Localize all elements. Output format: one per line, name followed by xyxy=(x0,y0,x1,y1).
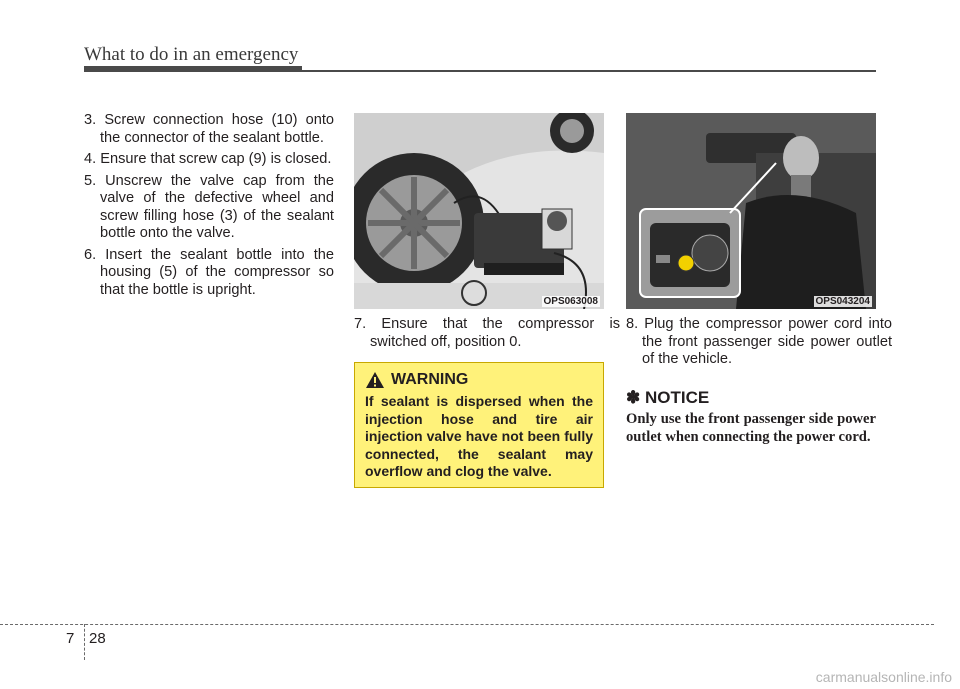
step-5-num: 5. xyxy=(84,172,97,189)
page-number: 28 xyxy=(89,630,106,647)
notice-body: Only use the front passenger side power outlet when connecting the power cord. xyxy=(626,411,876,445)
compressor-tire-illustration xyxy=(354,113,604,309)
step-7 xyxy=(354,316,620,351)
figure-compressor-tire xyxy=(354,113,604,309)
warning-triangle-icon xyxy=(365,371,385,389)
step-6-text: Insert the sealant bottle into the housing (5) of the compressor so that the bottle is upright. xyxy=(100,246,334,298)
step-6-num: 6. xyxy=(84,246,97,263)
step-3-num: 3. xyxy=(84,112,97,128)
warning-body: If sealant is dispersed when the injection hose and tire air injection valve have not been fully connected, the sealant may overflow and clog the valve. xyxy=(365,393,593,479)
figure-left-caption: OPS063008 xyxy=(543,296,598,307)
step-4-text: Ensure that screw cap (9) is closed. xyxy=(100,151,332,167)
chapter-number: 7 xyxy=(66,630,75,647)
step-4-num: 4. xyxy=(84,151,97,167)
header-bar-thin xyxy=(84,70,876,72)
warning-title: WARNING xyxy=(391,371,469,388)
step-7-text: Ensure that the compressor is switched off, position 0. xyxy=(370,316,621,350)
step-6 xyxy=(84,247,334,300)
step-3-text: Screw connection hose (10) onto the connector of the sealant bottle. xyxy=(100,112,334,146)
step-8 xyxy=(626,316,892,369)
steps-left xyxy=(84,112,334,303)
step-3 xyxy=(84,112,334,147)
figure-right-caption: OPS043204 xyxy=(815,296,870,307)
power-outlet-illustration xyxy=(626,113,876,309)
step-5-text: Unscrew the valve cap from the valve of the defective wheel and screw filling hose (3) of the sealant bottle onto the valve. xyxy=(100,172,334,241)
step-8-num: 8. xyxy=(626,316,639,332)
figure-power-outlet xyxy=(626,113,876,309)
notice-title: ✽ NOTICE xyxy=(626,388,710,407)
header-title: What to do in an emergency xyxy=(84,44,299,65)
footer-rule xyxy=(0,624,934,625)
step-8-text: Plug the compressor power cord into the front passenger side power outlet of the vehicle. xyxy=(642,316,892,367)
warning-header xyxy=(365,371,593,389)
step-5 xyxy=(84,173,334,243)
footer-divider xyxy=(84,624,85,660)
step-7-num: 7. xyxy=(354,316,367,332)
watermark: carmanualsonline.info xyxy=(815,669,952,685)
step-4 xyxy=(84,151,334,169)
warning-box xyxy=(354,362,604,488)
